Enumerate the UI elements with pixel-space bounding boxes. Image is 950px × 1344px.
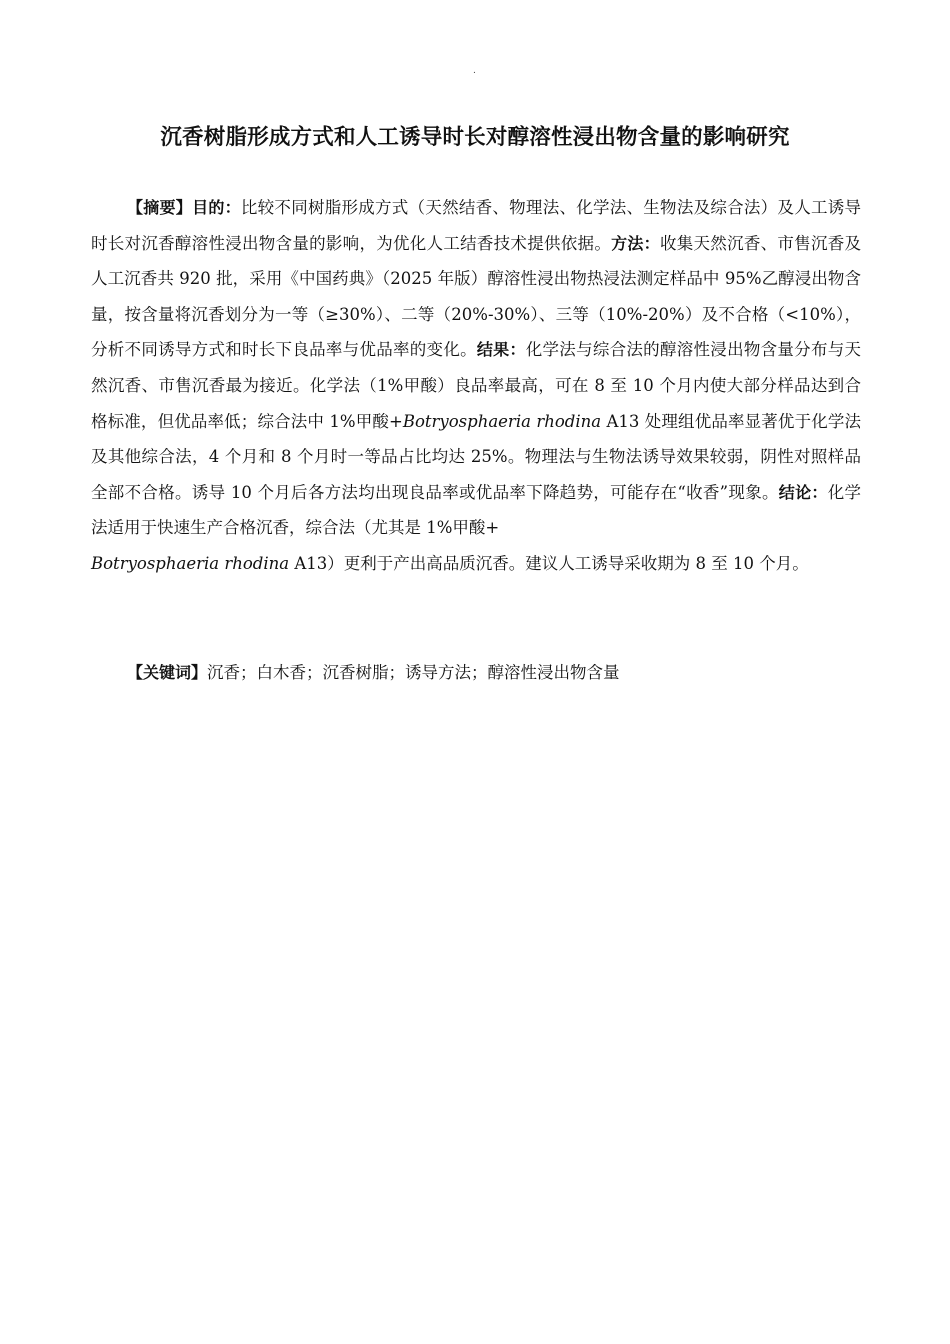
objective-text: 比较不同树脂形成方式（天然结香、物理法、化学法、生物法及综合法）及人工诱导时长对沉香醇溶性浸出物含量的影响，为优化人工结香技术提供依据。 (91, 198, 861, 253)
results-species-name: Botryosphaeria rhodina (402, 411, 602, 431)
header-dot: . (473, 66, 476, 76)
methods-text: 收集天然沉香、市售沉香及人工沉香共 920 批，采用《中国药典》（2025 年版）醇溶性浸出物热浸法测定样品中 95%乙醇浸出物含量，按含量将沉香划分为一等（≥30%）、二等（20%-30%）、三等（10%-20%）及不合格（<10%），分析不同诱导方式和时长下良品率与优品率的变化。 (91, 233, 862, 360)
paper-title: 沉香树脂形成方式和人工诱导时长对醇溶性浸出物含量的影响研究 (160, 125, 790, 150)
keywords-text: 沉香；白木香；沉香树脂；诱导方法；醇溶性浸出物含量 (207, 663, 620, 682)
results-text-2: A13 处理组优品率显著优于化学法及其他综合法，4 个月和 8 个月时一等品占比均达 25%。物理法与生物法诱导效果较弱，阴性对照样品全部不合格。诱导 10 个月后各方法均出现良品率或优品率下降趋势，可能存在“收香”现象。 (91, 411, 861, 502)
results-text-1: 化学法与综合法的醇溶性浸出物含量分布与天然沉香、市售沉香最为接近。化学法（1%甲酸）良品率最高，可在 8 至 10 个月内使大部分样品达到合格标准，但优品率低；综合法中 1%甲酸+ (91, 340, 862, 431)
methods-label: 方法： (611, 233, 660, 253)
conclusion-label: 结论： (778, 482, 828, 502)
abstract-paragraph (91, 190, 861, 582)
conclusion-text-2: A13）更利于产出高品质沉香。建议人工诱导采收期为 8 至 10 个月。 (289, 553, 809, 573)
results-label: 结果： (476, 340, 526, 360)
objective-label: 目的： (192, 198, 241, 217)
conclusion-text-1: 化学法适用于快速生产合格沉香，综合法（尤其是 1%甲酸+ (91, 482, 861, 538)
keywords-label: 【关键词】 (127, 663, 208, 682)
conclusion-species-name: Botryosphaeria rhodina (91, 553, 290, 573)
keywords-paragraph (91, 656, 861, 690)
abstract-label: 【摘要】 (127, 198, 193, 217)
